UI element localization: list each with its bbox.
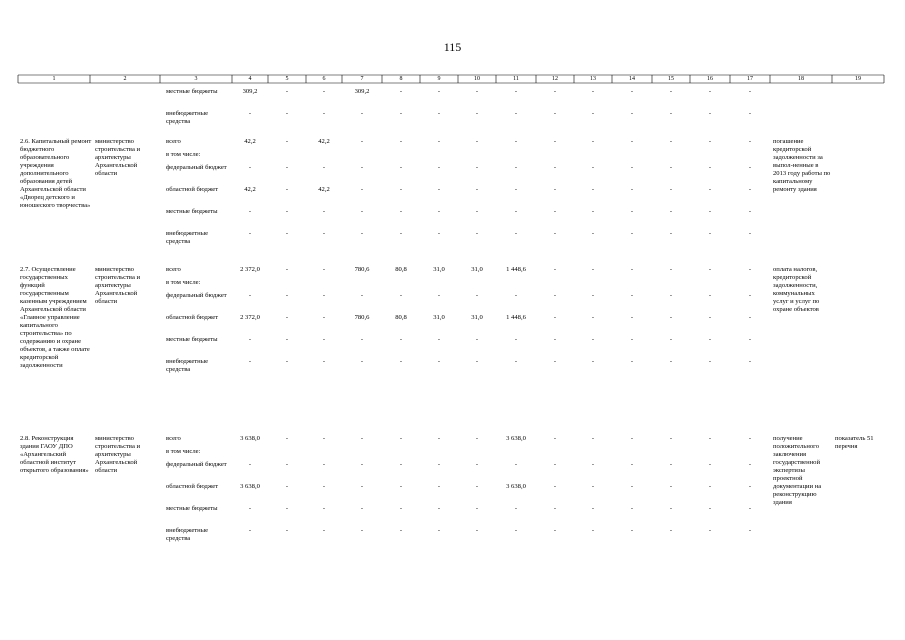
row-label: федеральный бюджет: [166, 164, 227, 171]
value-cell: -: [514, 138, 518, 145]
value-cell: -: [322, 314, 326, 321]
header-col-1: 1: [52, 76, 56, 82]
row-label: в том числе:: [166, 448, 201, 455]
section-result: погашение кредиторской задолженности за выпол-ненные в 2013 году работы по капитальному ремонту здания: [773, 138, 831, 193]
value-cell: -: [322, 527, 326, 534]
value-cell: -: [285, 88, 289, 95]
value-cell: -: [360, 435, 364, 442]
value-cell: -: [475, 292, 479, 299]
header-col-11: 11: [513, 76, 519, 82]
value-cell: -: [669, 186, 673, 193]
value-cell: -: [669, 138, 673, 145]
value-cell: -: [748, 435, 752, 442]
header-col-18: 18: [798, 76, 804, 82]
value-cell: -: [285, 208, 289, 215]
value-cell: -: [553, 461, 557, 468]
section-title: 2.7. Осуществление государственных функций государственным казенным учреждением Архангельской области «Главное управление капитального строительства» по содержанию и охране объектов, а также оплате кредиторской задолженности: [20, 266, 90, 369]
value-cell: -: [514, 230, 518, 237]
value-cell: -: [553, 483, 557, 490]
value-cell: -: [285, 435, 289, 442]
value-cell: 31,0: [433, 314, 445, 321]
row-label: всего: [166, 266, 181, 273]
value-cell: -: [630, 138, 634, 145]
value-cell: -: [514, 358, 518, 365]
value-cell: -: [669, 208, 673, 215]
value-cell: 3 638,0: [240, 483, 260, 490]
value-cell: -: [748, 164, 752, 171]
section-result: оплата налогов, кредиторской задолженности, коммунальных услуг и услуг по охране объектов: [773, 266, 820, 313]
row-label: внебюджетные средства: [166, 527, 209, 542]
value-cell: -: [708, 336, 712, 343]
value-cell: -: [748, 208, 752, 215]
header-col-4: 4: [248, 76, 252, 82]
header-col-17: 17: [747, 76, 753, 82]
value-cell: -: [475, 461, 479, 468]
row-label: местные бюджеты: [166, 505, 218, 512]
value-cell: -: [248, 336, 252, 343]
value-cell: -: [399, 505, 403, 512]
value-cell: -: [630, 358, 634, 365]
value-cell: -: [553, 164, 557, 171]
value-cell: -: [553, 527, 557, 534]
value-cell: -: [248, 358, 252, 365]
value-cell: -: [669, 314, 673, 321]
value-cell: -: [322, 483, 326, 490]
value-cell: -: [748, 292, 752, 299]
value-cell: -: [748, 483, 752, 490]
value-cell: -: [437, 435, 441, 442]
value-cell: -: [708, 266, 712, 273]
value-cell: -: [553, 336, 557, 343]
value-cell: -: [630, 505, 634, 512]
row-label: федеральный бюджет: [166, 292, 227, 299]
value-cell: 42,2: [318, 138, 330, 145]
value-cell: -: [360, 527, 364, 534]
value-cell: 80,8: [395, 314, 407, 321]
value-cell: -: [322, 358, 326, 365]
value-cell: -: [360, 138, 364, 145]
section-result: получение положительного заключения государственной экспертизы проектной документации на реконструкцию здания: [773, 435, 822, 506]
value-cell: -: [248, 110, 252, 117]
value-cell: -: [360, 230, 364, 237]
value-cell: -: [399, 358, 403, 365]
value-cell: 31,0: [471, 314, 483, 321]
value-cell: -: [322, 505, 326, 512]
value-cell: -: [630, 88, 634, 95]
value-cell: -: [669, 358, 673, 365]
value-cell: 3 638,0: [506, 483, 526, 490]
value-cell: -: [669, 164, 673, 171]
value-cell: -: [248, 461, 252, 468]
value-cell: -: [630, 266, 634, 273]
row-label: местные бюджеты: [166, 336, 218, 343]
value-cell: 42,2: [244, 186, 256, 193]
value-cell: -: [553, 230, 557, 237]
value-cell: -: [669, 266, 673, 273]
value-cell: -: [360, 336, 364, 343]
value-cell: -: [285, 483, 289, 490]
value-cell: -: [437, 336, 441, 343]
value-cell: -: [322, 208, 326, 215]
value-cell: -: [399, 527, 403, 534]
value-cell: -: [322, 292, 326, 299]
value-cell: 2 372,0: [240, 314, 260, 321]
value-cell: 2 372,0: [240, 266, 260, 273]
value-cell: -: [475, 336, 479, 343]
value-cell: -: [708, 358, 712, 365]
value-cell: -: [399, 461, 403, 468]
value-cell: -: [475, 505, 479, 512]
value-cell: -: [360, 505, 364, 512]
value-cell: -: [630, 336, 634, 343]
value-cell: 42,2: [318, 186, 330, 193]
value-cell: -: [360, 292, 364, 299]
value-cell: -: [322, 266, 326, 273]
value-cell: -: [285, 186, 289, 193]
value-cell: -: [475, 88, 479, 95]
value-cell: -: [399, 164, 403, 171]
value-cell: -: [630, 230, 634, 237]
value-cell: -: [708, 88, 712, 95]
value-cell: -: [437, 88, 441, 95]
value-cell: -: [285, 164, 289, 171]
row-label: внебюджетные средства: [166, 110, 209, 125]
value-cell: -: [630, 461, 634, 468]
value-cell: -: [553, 138, 557, 145]
value-cell: -: [591, 266, 595, 273]
value-cell: -: [553, 314, 557, 321]
value-cell: -: [514, 186, 518, 193]
value-cell: -: [322, 88, 326, 95]
section-indicator: показатель 51 перечня: [835, 435, 874, 450]
value-cell: -: [248, 230, 252, 237]
header-col-7: 7: [360, 76, 364, 82]
value-cell: -: [708, 435, 712, 442]
value-cell: -: [248, 208, 252, 215]
value-cell: -: [285, 266, 289, 273]
row-label: местные бюджеты: [166, 208, 218, 215]
value-cell: -: [669, 527, 673, 534]
row-label: в том числе:: [166, 151, 201, 158]
header-col-13: 13: [590, 76, 596, 82]
value-cell: -: [708, 505, 712, 512]
value-cell: -: [514, 88, 518, 95]
row-label: областной бюджет: [166, 314, 219, 321]
value-cell: -: [553, 505, 557, 512]
header-col-3: 3: [194, 76, 198, 82]
value-cell: -: [708, 110, 712, 117]
value-cell: -: [399, 186, 403, 193]
value-cell: -: [475, 164, 479, 171]
value-cell: -: [708, 483, 712, 490]
value-cell: -: [437, 483, 441, 490]
value-cell: -: [437, 138, 441, 145]
value-cell: -: [514, 164, 518, 171]
value-cell: -: [748, 230, 752, 237]
header-col-19: 19: [855, 76, 861, 82]
row-label: внебюджетные средства: [166, 230, 209, 245]
value-cell: -: [669, 110, 673, 117]
value-cell: -: [514, 292, 518, 299]
value-cell: -: [437, 461, 441, 468]
value-cell: -: [708, 292, 712, 299]
row-label: в том числе:: [166, 279, 201, 286]
value-cell: -: [437, 164, 441, 171]
value-cell: -: [591, 186, 595, 193]
value-cell: -: [748, 88, 752, 95]
value-cell: -: [248, 164, 252, 171]
section-executor: министерство строительства и архитектуры Архангельской области: [95, 435, 141, 474]
value-cell: -: [322, 461, 326, 468]
value-cell: -: [748, 527, 752, 534]
value-cell: -: [669, 336, 673, 343]
value-cell: -: [708, 230, 712, 237]
row-label: областной бюджет: [166, 186, 219, 193]
value-cell: -: [514, 208, 518, 215]
value-cell: -: [360, 164, 364, 171]
header-col-14: 14: [629, 76, 635, 82]
value-cell: -: [591, 88, 595, 95]
value-cell: -: [748, 461, 752, 468]
value-cell: -: [591, 230, 595, 237]
value-cell: -: [748, 314, 752, 321]
value-cell: -: [285, 138, 289, 145]
header-col-15: 15: [668, 76, 674, 82]
value-cell: -: [591, 358, 595, 365]
value-cell: -: [553, 110, 557, 117]
value-cell: -: [630, 110, 634, 117]
value-cell: -: [591, 527, 595, 534]
value-cell: -: [475, 230, 479, 237]
row-label: местные бюджеты: [166, 88, 218, 95]
header-col-8: 8: [399, 76, 403, 82]
row-label: областной бюджет: [166, 483, 219, 490]
value-cell: -: [475, 110, 479, 117]
section-executor: министерство строительства и архитектуры Архангельской области: [95, 266, 141, 305]
value-cell: -: [360, 110, 364, 117]
value-cell: -: [553, 358, 557, 365]
value-cell: -: [475, 138, 479, 145]
value-cell: -: [399, 336, 403, 343]
value-cell: -: [285, 314, 289, 321]
value-cell: -: [285, 358, 289, 365]
value-cell: -: [669, 88, 673, 95]
value-cell: -: [475, 186, 479, 193]
value-cell: -: [669, 230, 673, 237]
column-number-header: [18, 75, 884, 83]
value-cell: -: [630, 483, 634, 490]
value-cell: -: [591, 336, 595, 343]
value-cell: -: [399, 88, 403, 95]
value-cell: -: [553, 88, 557, 95]
value-cell: -: [360, 208, 364, 215]
row-label: всего: [166, 138, 181, 145]
value-cell: -: [591, 164, 595, 171]
header-col-6: 6: [322, 76, 326, 82]
value-cell: -: [248, 527, 252, 534]
value-cell: -: [669, 505, 673, 512]
header-col-9: 9: [437, 76, 441, 82]
value-cell: -: [322, 435, 326, 442]
value-cell: -: [514, 527, 518, 534]
value-cell: -: [322, 164, 326, 171]
row-label: федеральный бюджет: [166, 461, 227, 468]
value-cell: -: [708, 314, 712, 321]
value-cell: -: [669, 435, 673, 442]
value-cell: -: [708, 461, 712, 468]
value-cell: 3 638,0: [506, 435, 526, 442]
value-cell: -: [708, 164, 712, 171]
value-cell: -: [322, 110, 326, 117]
value-cell: -: [630, 292, 634, 299]
value-cell: -: [322, 336, 326, 343]
value-cell: -: [248, 292, 252, 299]
value-cell: -: [399, 435, 403, 442]
value-cell: -: [475, 483, 479, 490]
value-cell: -: [591, 208, 595, 215]
header-col-2: 2: [123, 76, 127, 82]
value-cell: -: [437, 292, 441, 299]
value-cell: -: [748, 110, 752, 117]
value-cell: 309,2: [242, 88, 258, 95]
section-title: 2.8. Реконструкция здания ГАОУ ДПО «Архангельский областной институт открытого образования»: [20, 435, 89, 474]
value-cell: -: [591, 461, 595, 468]
value-cell: -: [285, 461, 289, 468]
value-cell: -: [553, 186, 557, 193]
value-cell: -: [360, 358, 364, 365]
value-cell: -: [630, 314, 634, 321]
row-label: всего: [166, 435, 181, 442]
value-cell: -: [285, 230, 289, 237]
value-cell: 31,0: [471, 266, 483, 273]
value-cell: -: [669, 292, 673, 299]
value-cell: -: [248, 505, 252, 512]
value-cell: -: [399, 110, 403, 117]
value-cell: -: [360, 186, 364, 193]
value-cell: -: [591, 483, 595, 490]
value-cell: 42,2: [244, 138, 256, 145]
value-cell: -: [399, 292, 403, 299]
value-cell: -: [669, 483, 673, 490]
header-col-16: 16: [707, 76, 713, 82]
value-cell: -: [748, 505, 752, 512]
value-cell: 780,6: [354, 266, 370, 273]
value-cell: 3 638,0: [240, 435, 260, 442]
header-col-5: 5: [285, 76, 289, 82]
value-cell: -: [553, 266, 557, 273]
value-cell: -: [285, 527, 289, 534]
value-cell: -: [360, 483, 364, 490]
value-cell: -: [360, 461, 364, 468]
value-cell: 309,2: [354, 88, 370, 95]
value-cell: -: [708, 138, 712, 145]
value-cell: -: [285, 336, 289, 343]
value-cell: -: [437, 505, 441, 512]
value-cell: -: [630, 527, 634, 534]
value-cell: -: [475, 358, 479, 365]
value-cell: 80,8: [395, 266, 407, 273]
value-cell: -: [748, 336, 752, 343]
value-cell: -: [285, 110, 289, 117]
value-cell: -: [322, 230, 326, 237]
header-col-10: 10: [474, 76, 480, 82]
value-cell: -: [437, 208, 441, 215]
value-cell: -: [591, 138, 595, 145]
value-cell: -: [591, 314, 595, 321]
value-cell: -: [748, 358, 752, 365]
section-title: 2.6. Капитальный ремонт бюджетного образовательного учреждения дополнительного образования детей Архангельской области «Дворец детского и юношеского творчества»: [20, 138, 92, 209]
value-cell: -: [669, 461, 673, 468]
value-cell: -: [748, 138, 752, 145]
value-cell: -: [285, 292, 289, 299]
value-cell: -: [475, 435, 479, 442]
value-cell: -: [514, 336, 518, 343]
value-cell: -: [630, 164, 634, 171]
value-cell: -: [630, 186, 634, 193]
value-cell: -: [630, 435, 634, 442]
value-cell: -: [708, 208, 712, 215]
value-cell: -: [437, 110, 441, 117]
value-cell: -: [437, 527, 441, 534]
value-cell: -: [514, 110, 518, 117]
header-col-12: 12: [552, 76, 558, 82]
value-cell: -: [285, 505, 289, 512]
value-cell: -: [514, 505, 518, 512]
value-cell: 31,0: [433, 266, 445, 273]
value-cell: -: [591, 435, 595, 442]
value-cell: -: [591, 505, 595, 512]
value-cell: -: [630, 208, 634, 215]
value-cell: -: [437, 358, 441, 365]
value-cell: -: [708, 527, 712, 534]
value-cell: -: [437, 230, 441, 237]
value-cell: -: [708, 186, 712, 193]
value-cell: -: [399, 483, 403, 490]
value-cell: -: [748, 186, 752, 193]
value-cell: -: [399, 208, 403, 215]
page-number: 115: [443, 40, 462, 54]
value-cell: -: [748, 266, 752, 273]
value-cell: 780,6: [354, 314, 370, 321]
value-cell: -: [437, 186, 441, 193]
value-cell: -: [475, 208, 479, 215]
value-cell: -: [553, 292, 557, 299]
value-cell: -: [399, 230, 403, 237]
value-cell: -: [553, 208, 557, 215]
value-cell: -: [514, 461, 518, 468]
value-cell: -: [553, 435, 557, 442]
value-cell: -: [591, 292, 595, 299]
section-executor: министерство строительства и архитектуры Архангельской области: [95, 138, 141, 177]
value-cell: -: [475, 527, 479, 534]
value-cell: 1 448,6: [506, 266, 526, 273]
value-cell: 1 448,6: [506, 314, 526, 321]
row-label: внебюджетные средства: [166, 358, 209, 373]
value-cell: -: [591, 110, 595, 117]
value-cell: -: [399, 138, 403, 145]
